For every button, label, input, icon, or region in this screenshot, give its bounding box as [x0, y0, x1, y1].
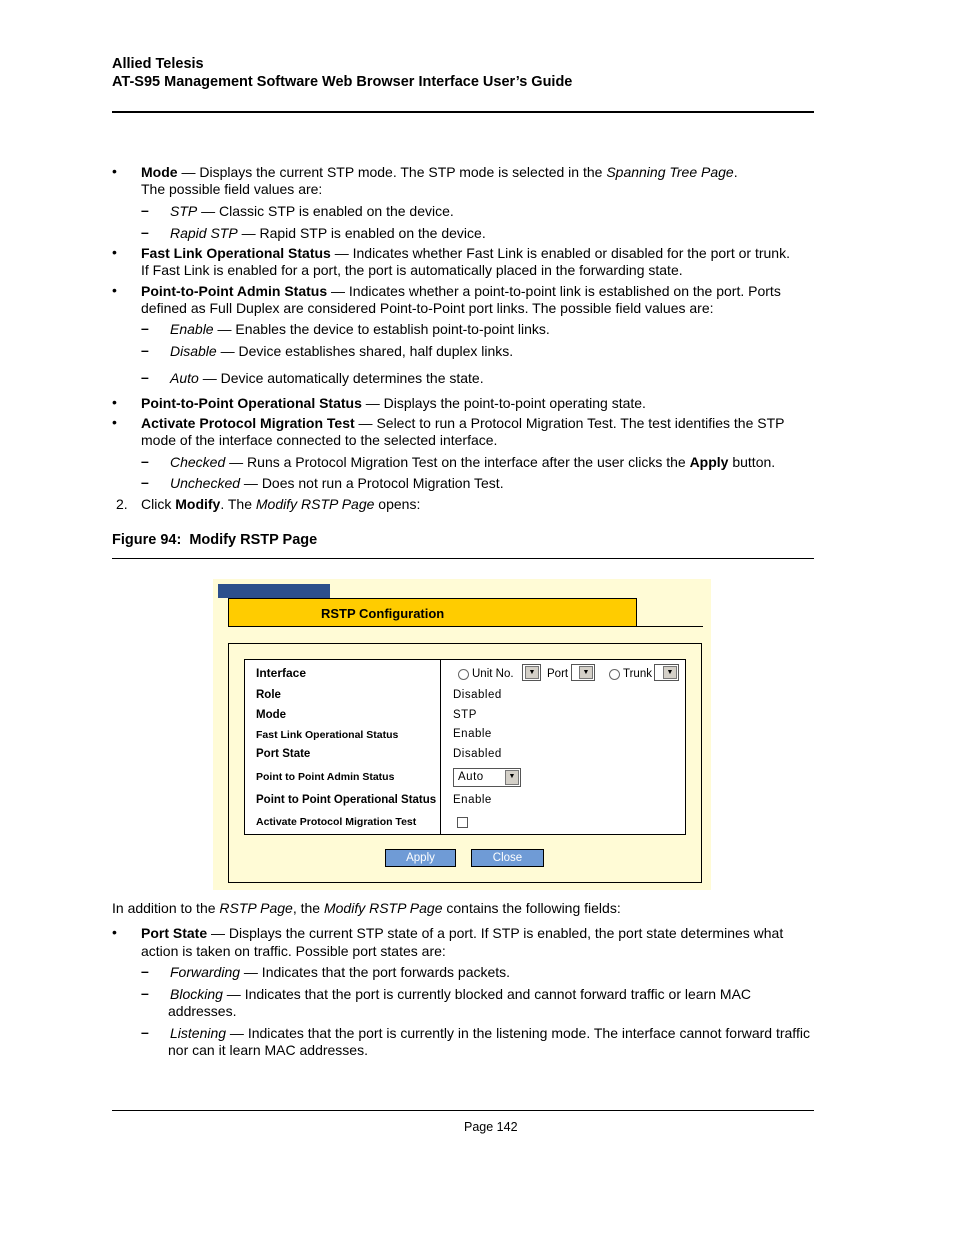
migration-line2: mode of the interface connected to the selected interface.: [141, 432, 498, 448]
p2p-admin-line2: defined as Full Duplex are considered Point-to-Point port links. The possible field values are:: [141, 300, 714, 316]
form-divider: [440, 659, 441, 835]
step-2-text: Click Modify. The Modify RSTP Page opens:: [141, 496, 421, 512]
trunk-label: Trunk: [623, 668, 652, 680]
mode-rstp-item: Rapid STP — Rapid STP is enabled on the device.: [170, 225, 486, 241]
blocking-line2: addresses.: [168, 1003, 237, 1019]
blocking-item: Blocking — Indicates that the port is currently blocked and cannot forward traffic or learn MAC: [170, 986, 752, 1002]
unit-no-radio[interactable]: [458, 669, 469, 680]
migration-checkbox[interactable]: [457, 817, 468, 828]
bullet: •: [112, 924, 117, 940]
fast-link-value: Enable: [453, 728, 492, 740]
intro-paragraph: In addition to the RSTP Page, the Modify RSTP Page contains the following fields:: [112, 900, 621, 916]
p2p-oper-label: Point to Point Operational Status: [256, 794, 437, 806]
dash: –: [141, 342, 149, 358]
p2p-auto-item: Auto — Device automatically determines the state.: [170, 370, 484, 386]
guide-title: AT-S95 Management Software Web Browser Interface User’s Guide: [112, 74, 573, 90]
port-state-bullet: Port State — Displays the current STP state of a port. If STP is enabled, the port state determines what: [141, 925, 784, 941]
p2p-disable-item: Disable — Device establishes shared, half duplex links.: [170, 343, 514, 359]
footer-rule: [112, 1110, 814, 1111]
unit-no-label: Unit No.: [472, 668, 514, 680]
bullet: •: [112, 163, 117, 179]
dash: –: [141, 963, 149, 979]
form-table: [244, 659, 686, 835]
mig-unchecked-item: Unchecked — Does not run a Protocol Migration Test.: [170, 475, 504, 491]
rstp-config-title: RSTP Configuration: [321, 606, 445, 621]
dash: –: [141, 453, 149, 469]
port-label: Port: [547, 668, 569, 680]
mode-bullet: Mode — Displays the current STP mode. The STP mode is selected in the Spanning Tree Page.: [141, 164, 738, 180]
caption-rule: [112, 558, 814, 559]
step-number: 2.: [116, 496, 128, 512]
p2p-admin-bullet: Point-to-Point Admin Status — Indicates whether a point-to-point link is established on the port. Ports: [141, 283, 781, 299]
dash: –: [141, 474, 149, 490]
p2p-oper-bullet: Point-to-Point Operational Status — Displays the point-to-point operating state.: [141, 395, 646, 411]
fast-link-bullet: Fast Link Operational Status — Indicates whether Fast Link is enabled or disabled for the port or trunk.: [141, 245, 790, 261]
bullet: •: [112, 282, 117, 298]
dash: –: [141, 985, 149, 1001]
p2p-admin-label: Point to Point Admin Status: [256, 771, 395, 783]
dash: –: [141, 369, 149, 385]
dash: –: [141, 1024, 149, 1040]
mode-stp-item: STP — Classic STP is enabled on the device.: [170, 203, 454, 219]
figure-caption: Figure 94: Modify RSTP Page: [112, 532, 318, 548]
bullet: •: [112, 394, 117, 410]
chevron-down-icon: ▼: [505, 770, 519, 785]
port-state-value: Disabled: [453, 748, 502, 760]
port-state-line2: action is taken on traffic. Possible port states are:: [141, 943, 446, 959]
listening-item: Listening — Indicates that the port is currently in the listening mode. The interface cannot forward traffic: [170, 1025, 810, 1041]
mode-bullet-line2: The possible field values are:: [141, 181, 323, 197]
dash: –: [141, 202, 149, 218]
mig-checked-item: Checked — Runs a Protocol Migration Test on the interface after the user clicks the Apply button.: [170, 454, 776, 470]
page-number: Page 142: [464, 1120, 518, 1134]
interface-label: Interface: [256, 666, 307, 680]
title-underline: [637, 626, 703, 627]
role-value: Disabled: [453, 689, 502, 701]
chevron-down-icon: ▼: [579, 666, 593, 679]
mode-value: STP: [453, 709, 477, 721]
fast-link-line2: If Fast Link is enabled for a port, the port is automatically placed in the forwarding state.: [141, 262, 683, 278]
fast-link-label: Fast Link Operational Status: [256, 729, 399, 741]
chevron-down-icon: ▼: [525, 666, 539, 679]
p2p-oper-value: Enable: [453, 794, 492, 806]
p2p-enable-item: Enable — Enables the device to establish point-to-point links.: [170, 321, 550, 337]
unit-no-select[interactable]: [522, 664, 541, 681]
header-rule: [112, 111, 814, 113]
close-button[interactable]: Close: [471, 849, 544, 867]
figure-tab: [218, 584, 330, 598]
forwarding-item: Forwarding — Indicates that the port forwards packets.: [170, 964, 511, 980]
trunk-select[interactable]: [654, 664, 679, 681]
bullet: •: [112, 414, 117, 430]
company-name: Allied Telesis: [112, 56, 204, 72]
p2p-admin-select[interactable]: [453, 768, 521, 787]
mode-label: Mode: [256, 709, 287, 721]
migration-bullet: Activate Protocol Migration Test — Select to run a Protocol Migration Test. The test identifies the STP: [141, 415, 785, 431]
rstp-config-title-bar: [228, 598, 637, 627]
port-state-label: Port State: [256, 748, 311, 760]
dash: –: [141, 224, 149, 240]
role-label: Role: [256, 689, 281, 701]
chevron-down-icon: ▼: [663, 666, 677, 679]
dash: –: [141, 320, 149, 336]
p2p-admin-select-value: Auto: [458, 771, 484, 783]
listening-line2: nor can it learn MAC addresses.: [168, 1042, 368, 1058]
port-select[interactable]: [571, 664, 595, 681]
migration-label: Activate Protocol Migration Test: [256, 816, 417, 828]
apply-button[interactable]: Apply: [385, 849, 456, 867]
trunk-radio[interactable]: [609, 669, 620, 680]
bullet: •: [112, 244, 117, 260]
